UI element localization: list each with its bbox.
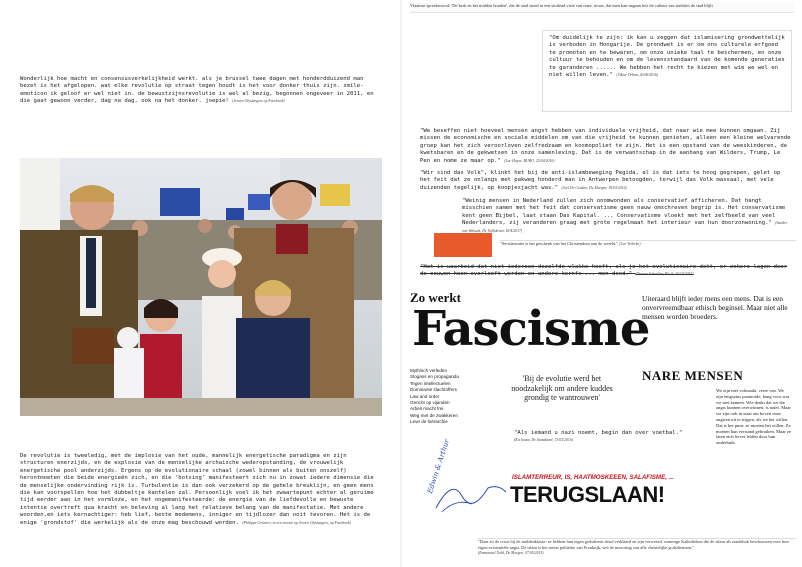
evolution-quote-text: "Het is waarbeid dat niet iedereen dezelfde vlakke heeft, als je het evolutionaire dekt, er zekere lagen door de eeuwen heen overleeft worden en andere kernfs ... men dood." [420,264,788,278]
conservatism-quote [462,198,792,235]
list-item: Tegen intellectuelen [410,380,451,386]
crowd-photo-illustration [20,158,382,416]
crowd-photo [20,158,382,416]
essay-paragraph [20,453,382,527]
islamterreur-banner: ISLAMTERREUR, IS, HAATMOSKEEËN, SALAFISME, ... [512,474,674,481]
list-item: Dominante slachtoffers [410,387,457,393]
top-strip-text: Vlaamse spreekwoord: 'De kerk en het midden houden', die de stad stond in een stralend visie van onze, trouw, dat men kan nagaan hoe de cultuur van tradities de stad blijft [410,3,713,8]
secularisation-quote-text: "Secularisatie is het geschenk van het Christendom aan de wereld." [500,241,619,246]
list-item: Weg met de zwakkeren [410,412,458,418]
individual-freedom-quote-text: "We beseffen niet hoeveel mensen angst hebben van individuele vrijheid, dat naar wie mee kunnen omgaan. Zij missen de economische en sociale middelen om van die vrijheid te kunnen genieten, alleen een kleine welvarende groep kan het zich veroorloven zelfredzaam en kosmopoliet te zijn. Het is een opstand van de weeskinderen, de kwetsbaren en de gekwetsen in onze samenleving. Dat is de verwantschap in de aanhang van Wilders, Trump, Le Pen en nome ze maar op." [420,128,791,164]
magazine-kicker: Zo werkt [410,290,461,305]
nare-mensen-body: We zijn niet volmaakt, verre van. We zijn enigszins paranoide, bang voor wat we niet kennen. Wie denkt dat we die angst kunnen overwinnen, is naïef. Maar we zijn ook in staat om boven onze angsten uit te stijgen, als we het willen. Dat is het punt: ze moeten het willen. Ze moeten hun verstand gebruiken. Maar ze laten zich liever leiden door hun onderbuik. [716,388,792,446]
middle-class-crisis-quote-text: "Daar zit de crisis bij de middenklasse: ze hebben hun eigen godsdienst dood verklaard en zijn verweesd, sommige Katholieken die de islam als zondebok beschouwen voor hun eigen existentiële angst. De islam is het meest politieke van Frankrijk, wel de mirroring van alle christelijke godsdiensten." [478,539,789,550]
volk-quote-text: "Wir sind das Volk", klinkt het bij de anti-islambeweging Pegida, al is dat iets te hoog gegrepen, gelet op het feit dat ze onlangs met pakweg honderd man in Antwerpen betoogden, terwijl das Volk massaal, met vele duizenden tegelijk, op koopjesjacht was." [420,170,781,191]
football-quote [514,430,714,445]
essay-text: De revolutie is tweeledig, met de implosie van het oude, mannelijk energetische paradigma en zijn structuren enerzijds, en de explosie van de menselijke archaische wederopstanding, de vrouwelijk energetische pool anderzijds. Ergens op de evolutionaire schaal (zowel binnen als buiten onszelf) herontmoeten die beide energieën zich, en die 'botsing' manifesteert zich nu in zowat iedere dimensie die de menselijke ondervinding rijk is. Turbulentie is dan ook verzekerd op de gehele breuklijn, en geen mens die kan voorspellen hoe het dubbeltje kantelen zal. Persoonlijk voel ik het zwaartepunt echter al geruime tijd eerder aan in het vormloze, en het ongemanifesteerde: de energie van de liefdevolle en bewuste intentie overtreft qua kracht en beleving al lang het relatieve belang van de manifestatie. Met andere woorden,en iets kernachtiger: heb lief, beste medemens, inniger en tijdlozer dan ooit tevoren. Het is de enige 'grondstof' die werkelijk als de onze mag beschouwd worden. [20,453,377,526]
magazine-title: Fascisme [412,301,650,357]
intro-paragraph [20,76,382,106]
handwritten-signature: Edwin & Arthur [426,438,452,495]
list-item: Leve de hiërarchie [410,419,448,425]
football-quote-citation: (Kit Iwata, De Standaard, 13/03/2016) [514,438,573,443]
terugslaan-headline: TERUGSLAAN! [510,482,665,507]
middle-class-crisis-quote-citation: (Emmanuel Todd, De Morgen, 07/05/2015) [478,551,544,556]
evolution-quote-strip [420,264,792,284]
left-page [0,0,400,567]
middle-class-crisis-quote [478,538,796,565]
essay-citation: (Philippe Geivaert, in een reactie op Jeroen Olyslaegers, op Facebook) [242,520,351,525]
secularisation-quote [500,240,796,251]
secularisation-quote-citation: (Leo Verbeke) [619,242,641,246]
football-quote-text: "Als iemand u nazi noemt, begin dan over voetbal." [514,430,683,436]
conservatism-quote-citation: (Sander van Walsum, De Volkskrant, 18/4/2017) [462,221,788,233]
top-quote-strip [410,3,794,13]
intro-citation: (Jeroen Olyslaegers op Facebook) [232,99,285,104]
mankind-side-quote: Uiteraard blijft ieder mens een mens. Dat is een onvervreemdbaar ethisch beginsel. Maar niet alle mensen worden broeders. [642,294,788,321]
list-item: Gericht op vijanden [410,400,450,406]
list-item: Mythisch verleden [410,368,448,373]
list-item: Law and order [410,393,440,399]
pen-scribble-icon [432,474,512,514]
fascism-magazine-clipping [410,288,794,534]
volk-quote-citation: (Joël De Ceulaer, De Morgen, 18/03/2016) [561,185,627,190]
conservatism-quote-text: "Weinig mensen in Nederland zullen zich onomwonden als conservatief afficheren. Dat hangt misschien samen met het feit dat conservatisme geen nauw omschreven begrip is. Het conservatisme kent geen Bijbel, laat staan Das Kapital. ... Conservatisme vloekt met het zelfbeeld van veel Nederlanders, zij veranderen graag met grote regelmaat het interieur van hun doorzonwoning." [462,198,786,227]
nare-mensen-heading: NARE MENSEN [642,368,744,383]
volk-quote [420,170,792,192]
hungary-quote-text: "Om duidelijk te zijn: ik kan u zeggen dat islamisering grondwettelijk is verboden in Hongarije. De grondwet is er om ons culturele erfgoed te promoten en te bewaren, om onze unieke taal te beschermen, en onze cultuur te behouden en om de levensstandaard van de komende generaties te garanderen ...... We hebben het recht te kiezen met wie we wel en niet willen leven." [549,35,785,79]
hungary-quote-citation: (Viktor Orban, 26/06/2016) [616,73,659,78]
individual-freedom-quote [420,128,792,165]
evolution-quote-citation: (Darren Schreiber, PLoS, 16/10/2015) [635,272,694,277]
right-page [402,0,802,567]
orange-tape-mark [434,233,492,257]
evolution-pull-quote: 'Bij de evolutie werd het noodzakelijk om andere kuddes grondig te wantrouwen' [511,374,613,403]
hungary-quote [542,30,792,112]
fascism-characteristics-list [410,368,502,426]
list-item: Slogans en propaganda [410,374,459,380]
individual-freedom-quote-citation: (Luc Huyse, BUHO, 25/04/2016) [504,158,555,163]
intro-text: Wonderlijk hoe macht en consensusverkelijkheid werkt. als je brussel twee dagen met honderdduizend man bezet is het afgelopen. wat elke revolutie op straat tegen houdt is het voor donker thuis zijn. smile-emoticon ik geloof er wel niet in. de bewustzijnsrevolutie is wel al bezig, begonnen ongeveer in 2011, en die gaat gewoon verder, dag na dag, ook na het donker. joepie! [20,76,377,105]
list-item: Arbeit macht frei [410,406,444,412]
